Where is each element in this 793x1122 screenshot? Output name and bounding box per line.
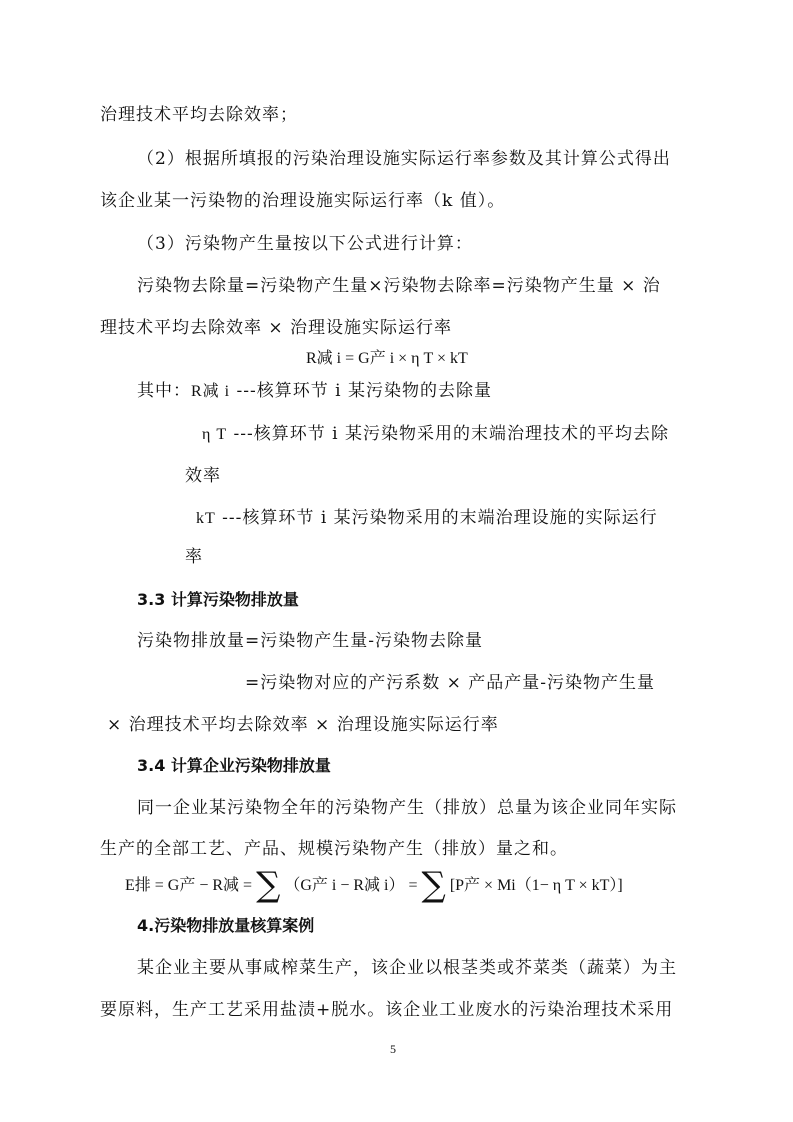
text-line: 该企业某一污染物的治理设施实际运行率（k 值）。 <box>100 191 506 211</box>
page-number: 5 <box>390 1042 396 1056</box>
text-line: 治理技术平均去除效率； <box>100 105 298 125</box>
definition-text: ---核算环节 i 某污染物采用的末端治理设施的实际运行 <box>215 508 658 528</box>
formula-part: E排 = G产 − R减 = <box>125 877 253 894</box>
definition-k <box>196 507 658 530</box>
definition-label: 其中： <box>137 381 191 401</box>
text-line: （2）根据所填报的污染治理设施实际运行率参数及其计算公式得出 <box>137 149 671 169</box>
text-line: （3）污染物产生量按以下公式进行计算： <box>137 234 473 254</box>
symbol-eta: η T <box>202 426 228 443</box>
sum-icon: ∑ <box>421 865 446 905</box>
definition-r <box>137 380 492 403</box>
text-line: 率 <box>185 547 203 567</box>
section-heading: 3.3 计算污染物排放量 <box>137 590 299 609</box>
symbol-r: R减 i <box>191 383 231 400</box>
formula-reduction: R减 i = G产 i × η T × kT <box>306 350 468 367</box>
section-heading: 3.4 计算企业污染物排放量 <box>137 756 331 775</box>
definition-eta <box>202 423 669 446</box>
text-line: × 治理技术平均去除效率 × 治理设施实际运行率 <box>107 715 499 735</box>
formula-part: （G产 i − R减 i） = <box>284 877 418 894</box>
text-line: 某企业主要从事咸榨菜生产，该企业以根茎类或芥菜类（蔬菜）为主 <box>137 958 677 978</box>
text-line: 要原料，生产工艺采用盐渍+脱水。该企业工业废水的污染治理技术采用 <box>100 1000 674 1020</box>
text-line: 效率 <box>185 466 221 486</box>
definition-text: ---核算环节 i 某污染物的去除量 <box>230 381 493 401</box>
text-line: 生产的全部工艺、产品、规模污染物产生（排放）量之和。 <box>100 839 568 859</box>
formula-emission <box>125 865 623 905</box>
text-line: 同一企业某污染物全年的污染物产生（排放）总量为该企业同年实际 <box>137 798 677 818</box>
text-line: 理技术平均去除效率 × 治理设施实际运行率 <box>100 318 453 338</box>
sum-icon: ∑ <box>256 865 281 905</box>
formula-part: [P产 × Mi（1− η T × kT）] <box>449 877 623 894</box>
symbol-k: kT <box>196 510 216 527</box>
definition-text: ---核算环节 i 某污染物采用的末端治理技术的平均去除 <box>227 424 670 444</box>
section-heading: 4.污染物排放量核算案例 <box>137 916 315 935</box>
text-line: 污染物排放量=污染物产生量-污染物去除量 <box>137 631 483 651</box>
text-line: 污染物去除量=污染物产生量×污染物去除率=污染物产生量 × 治 <box>137 276 661 296</box>
text-line: =污染物对应的产污系数 × 产品产量-污染物产生量 <box>245 673 656 693</box>
